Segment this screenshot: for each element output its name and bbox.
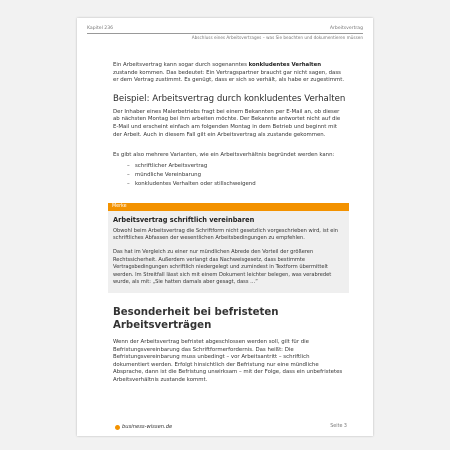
logo-text: business-wissen.de [122, 424, 173, 430]
merke-box [108, 203, 349, 293]
logo-dot-icon [115, 425, 120, 430]
chapter-label: Kapitel 236 [87, 26, 114, 31]
merke-paragraph-1: Obwohl beim Arbeitsvertrag die Schriftform nicht gesetzlich vorgeschrieben wird, ist ein schriftliches Abfassen der wesentlichen Arbeitsbedingungen zu empfehlen. [113, 227, 338, 242]
merke-body [108, 211, 349, 293]
merke-paragraph-2: Das hat im Vergleich zu einer nur mündlichen Abrede den Vorteil der größeren Rechtssicherheit. Außerdem verlangt das Nachweisgesetz, dass bestimmte Vertragsbedingungen schriftlich niedergelegt und zumindest in Textform übermittelt werden. Im Streitfall lässt sich mit einem Dokument leichter belegen, was verabredet wurde, als mit: „Sie hatten damals aber gesagt, dass …“ [113, 248, 332, 286]
list-item-label: konkludentes Verhalten oder stillschweigend [135, 180, 256, 187]
header-title: Arbeitsvertrag [329, 26, 363, 31]
list-item-label: mündliche Vereinbarung [135, 171, 202, 178]
intro-paragraph [113, 62, 347, 85]
intro-text-after: zustande kommen. Das bedeutet: Ein Vertragspartner braucht gar nicht sagen, dass er dem Vertrag zustimmt. Es genügt, dass er sich so verhält, als habe er zugestimmt. [113, 69, 345, 84]
page-number: Seite 3 [330, 424, 347, 429]
section-heading: Besonderheit bei befristeten Arbeitsverträgen [113, 306, 279, 331]
page-content [113, 62, 347, 384]
merke-title: Arbeitsvertrag schriftlich vereinbaren [113, 215, 255, 224]
document-page [77, 18, 373, 436]
header-subtitle: Abschluss eines Arbeitsvertrages – was Sie beachten und dokumentieren müssen [191, 35, 363, 40]
dash-bullet: – [127, 171, 130, 178]
example-heading: Beispiel: Arbeitsvertrag durch konkludentes Verhalten [113, 93, 346, 104]
section-paragraph: Wenn der Arbeitsvertrag befristet abgeschlossen werden soll, gilt für die Befristungsvereinbarung das Schriftformerfordernis. Das heißt: Die Befristungsvereinbarung muss unbedingt – vor Arbeitsantritt – schriftlich dokumentiert werden. Erfolgt hinsichtlich der Befristung nur eine mündliche Absprache, dann ist die Befristung unwirksam – mit der Folge, dass ein unbefristetes Arbeitsverhältnis zustande kommt. [113, 338, 343, 383]
merke-label: Merke [108, 203, 349, 211]
example-paragraph: Der Inhaber eines Malerbetriebs fragt bei einem Bekannten per E-Mail an, ob dieser ab nächsten Montag bei ihm arbeiten möchte. Der Bekannte antwortet nicht auf die E-Mail und erscheint einfach am folgenden Montag in dem Betrieb und beginnt mit der Arbeit. Auch in diesem Fall gilt ein Arbeitsvertrag als zustande gekommen. [113, 108, 341, 138]
variants-list [113, 162, 347, 189]
dash-bullet: – [127, 162, 130, 169]
header-divider [87, 33, 363, 34]
variants-intro: Es gibt also mehrere Varianten, wie ein Arbeitsverhältnis begründet werden kann: [113, 152, 335, 159]
list-item [127, 162, 347, 171]
intro-bold-term: konkludentes Verhalten [248, 62, 322, 68]
list-item-label: schriftlicher Arbeitsvertrag [135, 162, 208, 169]
list-item [127, 171, 347, 180]
dash-bullet: – [127, 180, 130, 187]
list-item [127, 180, 347, 189]
intro-text-before: Ein Arbeitsvertrag kann sogar durch sogenanntes [113, 62, 249, 68]
footer-logo[interactable] [115, 424, 172, 430]
